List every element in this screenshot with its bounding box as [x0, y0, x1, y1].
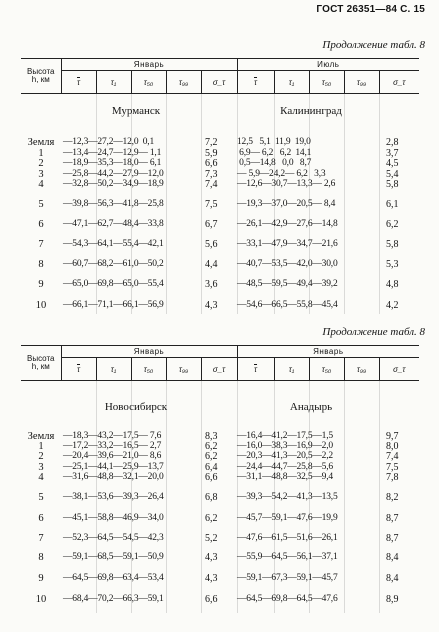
column-separator	[166, 94, 167, 314]
column-header: τ₅₀	[131, 358, 166, 381]
height-label: Земля	[27, 137, 55, 148]
height-label: 1	[38, 148, 44, 159]
column-header: τ₁	[96, 71, 131, 94]
table-row-values: —39,3—54,2—41,3—13,5	[237, 492, 338, 502]
table-row-values: —64,5—69,8—63,4—53,4	[63, 573, 164, 583]
table-row-values: —66,1—71,1—66,1—56,9	[63, 300, 164, 310]
sigma-value: 5,8	[386, 239, 399, 250]
table-row-values: —18,9—35,3—18,0— 6,1	[63, 158, 162, 168]
group-header: Январь	[61, 346, 237, 358]
height-label: 2	[38, 158, 44, 169]
sigma-value: 5,6	[205, 239, 218, 250]
table-row-values: —65,0—69,8—65,0—55,4	[63, 279, 164, 289]
sigma-value: 4,3	[205, 573, 218, 584]
table-row-values: —16,4—41,2—17,5—1,5	[237, 431, 333, 441]
height-label: 1	[38, 441, 44, 452]
sigma-value: 5,4	[386, 169, 399, 180]
sigma-value: 7,8	[386, 472, 399, 483]
column-header: σ_τ	[379, 358, 419, 381]
sigma-value: 8,7	[386, 513, 399, 524]
column-header: τ₉₉	[166, 71, 201, 94]
column-header: $\overline{\tau}$	[61, 71, 96, 94]
height-label: Земля	[27, 431, 55, 442]
height-label: 9	[38, 279, 44, 290]
table-row-values: —48,5—59,5—49,4—39,2	[237, 279, 338, 289]
column-separator	[201, 94, 202, 314]
city-name: Калининград	[280, 105, 342, 117]
table-row-values: —20,4—39,6—21,0— 8,6	[63, 451, 162, 461]
table-row-values: —54,3—64,1—55,4—42,1	[63, 239, 164, 249]
sigma-value: 5,9	[205, 148, 218, 159]
table-row-values: —13,4—24,7—12,9— 1,1	[63, 148, 162, 158]
sigma-value: 3,7	[386, 148, 399, 159]
sigma-value: 6,2	[205, 513, 218, 524]
sigma-value: 8,4	[386, 573, 399, 584]
column-separator	[344, 94, 345, 314]
column-header: τ₅₀	[309, 71, 344, 94]
column-header: τ₅₀	[309, 358, 344, 381]
column-header: τ₉₉	[166, 358, 201, 381]
sigma-value: 6,6	[205, 472, 218, 483]
sigma-value: 4,3	[205, 300, 218, 311]
table-row-values: —12,3—27,2—12,0 0,1	[63, 137, 155, 147]
height-label: 9	[38, 573, 44, 584]
table-row-values: —31,6—48,8—32,1—20,0	[63, 472, 164, 482]
table-row-values: —68,4—70,2—66,3—59,1	[63, 594, 164, 604]
table-row-values: —20,3—41,3—20,5—2,2	[237, 451, 333, 461]
table-row-values: —60,7—68,2—61,0—50,2	[63, 259, 164, 269]
table-row-values: —39,8—56,3—41,8—25,8	[63, 199, 164, 209]
table-row-values: —38,1—53,6—39,3—26,4	[63, 492, 164, 502]
sigma-value: 9,7	[386, 431, 399, 442]
height-column-header: Высота h, км	[27, 67, 55, 84]
table-row-values: —17,2—33,2—16,5— 2,7	[63, 441, 162, 451]
table-row-values: —18,3—43,2—17,5— 7,6	[63, 431, 162, 441]
height-label: 8	[38, 552, 44, 563]
height-label: 2	[38, 451, 44, 462]
column-header: σ_τ	[201, 71, 237, 94]
table-row-values: —40,7—53,5—42,0—30,0	[237, 259, 338, 269]
table-row-values: —55,9—64,5—56,1—37,1	[237, 552, 338, 562]
city-name: Новосибирск	[104, 401, 168, 413]
sigma-value: 8,4	[386, 552, 399, 563]
height-label: 3	[38, 169, 44, 180]
column-header: $\overline{\tau}$	[237, 358, 274, 381]
column-separator	[201, 381, 202, 613]
height-label: 5	[38, 199, 44, 210]
sigma-value: 6,2	[205, 441, 218, 452]
column-header: σ_τ	[201, 358, 237, 381]
sigma-value: 4,8	[386, 279, 399, 290]
sigma-value: 6,8	[205, 492, 218, 503]
table-row-values: —52,3—64,5—54,5—42,3	[63, 533, 164, 543]
sigma-value: 6,6	[205, 594, 218, 605]
sigma-value: 6,1	[386, 199, 399, 210]
city-name: Анадырь	[289, 401, 333, 413]
sigma-value: 4,2	[386, 300, 399, 311]
sigma-value: 3,6	[205, 279, 218, 290]
city-name: Мурманск	[111, 105, 161, 117]
sigma-value: 6,2	[386, 219, 399, 230]
table-row-values: —31,1—48,8—32,5—9,4	[237, 472, 333, 482]
column-separator	[344, 381, 345, 613]
table-row-values: —64,5—69,8—64,5—47,6	[237, 594, 338, 604]
sigma-value: 5,2	[205, 533, 218, 544]
sigma-value: 8,7	[386, 533, 399, 544]
table-row-values: —54,6—66,5—55,8—45,4	[237, 300, 338, 310]
sigma-value: 7,5	[205, 199, 218, 210]
sigma-value: 4,3	[205, 552, 218, 563]
sigma-value: 2,8	[386, 137, 399, 148]
column-separator	[379, 94, 380, 314]
table-continuation-label: Продолжение табл. 8	[322, 326, 425, 338]
height-label: 7	[38, 533, 44, 544]
sigma-value: 7,4	[386, 451, 399, 462]
column-header: $\overline{\tau}$	[61, 358, 96, 381]
table-row-values: —59,1—67,3—59,1—45,7	[237, 573, 338, 583]
sigma-value: 7,3	[205, 169, 218, 180]
sigma-value: 4,4	[205, 259, 218, 270]
sigma-value: 5,3	[386, 259, 399, 270]
column-header: τ₉₉	[344, 358, 379, 381]
table-row-values: —47,6—61,5—51,6—26,1	[237, 533, 338, 543]
table-row-values: —25,8—44,2—27,9—12,0	[63, 169, 164, 179]
sigma-value: 8,2	[386, 492, 399, 503]
height-label: 4	[38, 472, 44, 483]
table-row-values: —32,8—50,2—34,9—18,9	[63, 179, 164, 189]
height-label: 7	[38, 239, 44, 250]
sigma-value: 7,2	[205, 137, 218, 148]
table-row-values: —59,1—68,5—59,1—50,9	[63, 552, 164, 562]
height-label: 3	[38, 462, 44, 473]
column-header: τ₁	[274, 358, 309, 381]
sigma-value: 6,4	[205, 462, 218, 473]
table-row-values: —25,1—44,1—25,9—13,7	[63, 462, 164, 472]
column-header: τ₁	[274, 71, 309, 94]
height-label: 5	[38, 492, 44, 503]
sigma-value: 6,7	[205, 219, 218, 230]
table-row-values: —19,3—37,0—20,5— 8,4	[237, 199, 336, 209]
table-row-values: 12,5 5,1 11,9 19,0	[237, 137, 311, 147]
table-row-values: —12,6—30,7—13,3— 2,6	[237, 179, 336, 189]
sigma-value: 8,9	[386, 594, 399, 605]
column-header: σ_τ	[379, 71, 419, 94]
height-label: 4	[38, 179, 44, 190]
height-label: 6	[38, 513, 44, 524]
column-header: τ₅₀	[131, 71, 166, 94]
table-row-values: 0,5—14,8 0,0 8,7	[237, 158, 312, 168]
sigma-value: 4,5	[386, 158, 399, 169]
group-header: Январь	[237, 346, 419, 358]
height-column-header: Высота h, км	[27, 354, 55, 371]
column-header: τ₉₉	[344, 71, 379, 94]
table-row-values: —24,4—44,7—25,8—5,6	[237, 462, 333, 472]
sigma-value: 8,3	[205, 431, 218, 442]
table-row-values: 6,9— 6,2 6,2 14,1	[237, 148, 312, 158]
sigma-value: 6,2	[205, 451, 218, 462]
sigma-value: 8,0	[386, 441, 399, 452]
table-row-values: — 5,9—24,2— 6,2 3,3	[237, 169, 326, 179]
sigma-value: 7,5	[386, 462, 399, 473]
table-row-values: —26,1—42,9—27,6—14,8	[237, 219, 338, 229]
height-label: 10	[35, 300, 47, 311]
table-row-values: —45,7—59,1—47,6—19,9	[237, 513, 338, 523]
column-separator	[166, 381, 167, 613]
column-header: $\overline{\tau}$	[237, 71, 274, 94]
table-row-values: —45,1—58,8—46,9—34,0	[63, 513, 164, 523]
column-separator	[379, 381, 380, 613]
column-header: τ₁	[96, 358, 131, 381]
table-head	[21, 58, 419, 94]
table-row-values: —16,0—38,3—16,9—2,0	[237, 441, 333, 451]
table-row-values: —47,1—62,7—48,4—33,8	[63, 219, 164, 229]
height-label: 8	[38, 259, 44, 270]
group-header: Июль	[237, 59, 419, 71]
sigma-value: 5,8	[386, 179, 399, 190]
sigma-value: 7,4	[205, 179, 218, 190]
table-continuation-label: Продолжение табл. 8	[322, 39, 425, 51]
table-row-values: —33,1—47,9—34,7—21,6	[237, 239, 338, 249]
height-label: 10	[35, 594, 47, 605]
sigma-value: 6,6	[205, 158, 218, 169]
table-head	[21, 345, 419, 381]
height-label: 6	[38, 219, 44, 230]
group-header: Январь	[61, 59, 237, 71]
data-table	[21, 58, 419, 316]
data-table	[21, 345, 419, 615]
page-header: ГОСТ 26351—84 С. 15	[316, 4, 425, 15]
